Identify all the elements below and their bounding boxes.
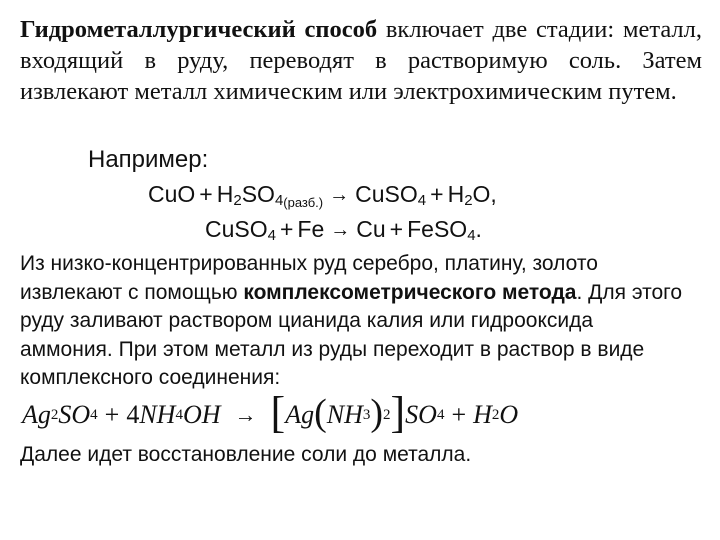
eq1-h: H <box>216 181 234 207</box>
f-plus: + <box>104 400 120 429</box>
f-coef: 4 <box>126 400 140 429</box>
eq1-h2-sub: 2 <box>464 192 473 209</box>
f-so: SO <box>58 400 91 429</box>
f-ag: Ag <box>22 400 51 429</box>
eq2-feso-sub: 4 <box>467 227 476 244</box>
term-complexometric: комплексометрического метода <box>243 280 577 304</box>
f-right-paren: ) <box>370 392 384 434</box>
eq2-cuso-sub: 4 <box>267 227 276 244</box>
eq2-fe: Fe <box>297 216 325 242</box>
eq2-period: . <box>475 216 482 242</box>
f-so2: SO <box>405 400 437 429</box>
f-arrow: → <box>234 402 257 427</box>
f-left-bracket: [ <box>270 388 286 437</box>
reduction-paragraph: Далее идет восстановление соли до металла. <box>20 443 472 466</box>
intro-text: включает две стадии: металл, входящий в руду, переводят в растворимую соль. Затем извлекают металл химическим или электрохимическим путем. <box>20 16 702 105</box>
f-ag2: Ag <box>285 400 315 429</box>
term-hydrometallurgical: Гидрометаллургический способ <box>20 16 378 43</box>
f-nh: NH <box>139 400 176 429</box>
f-oh: OH <box>182 400 221 429</box>
eq2-cuso: CuSO <box>205 216 268 242</box>
eq1-cuso: CuSO <box>355 181 418 207</box>
equation-2 <box>205 216 482 243</box>
eq1-cuo: CuO <box>148 181 196 207</box>
eq1-plus-2: + <box>430 181 444 207</box>
f-left-paren: ( <box>314 392 327 434</box>
f-h: H <box>473 400 492 429</box>
eq1-h-sub: 2 <box>233 192 242 209</box>
eq1-o: O, <box>472 181 497 207</box>
eq2-plus-2: + <box>389 216 404 242</box>
complexometric-text-2: . Для этого руду заливают раствором цианида калия или гидрооксида аммония. При этом металл из руды переходит в раствор в виде комплексного соединения: <box>20 280 683 389</box>
example-label: Например: <box>88 146 209 173</box>
complexometric-text-1: Из низко-концентрированных руд серебро, платину, золото извлекают с помощью <box>20 252 598 304</box>
eq2-arrow: → <box>330 219 351 241</box>
eq2-cu: Cu <box>356 216 386 242</box>
eq2-feso: FeSO <box>407 216 468 242</box>
intro-paragraph <box>20 14 702 107</box>
eq1-h2: H <box>447 181 465 207</box>
eq1-condition: (разб.) <box>283 195 324 210</box>
equation-1 <box>148 181 497 210</box>
f-nh3: NH <box>326 400 363 429</box>
eq1-so-sub: 4 <box>274 192 284 209</box>
f-plus-2: + <box>451 400 467 429</box>
eq1-arrow: → <box>329 184 350 206</box>
complex-formula: Ag 2 SO 4 + 4 NH 4 OH → [ Ag ( NH 3 ) 2 ] SO 4 + H 2 O <box>22 388 519 437</box>
f-o: O <box>499 400 519 429</box>
f-right-bracket: ] <box>390 388 406 437</box>
eq1-so: SO <box>241 181 275 207</box>
complexometric-paragraph <box>20 250 685 393</box>
eq1-cuso-sub: 4 <box>417 192 427 209</box>
eq1-plus-1: + <box>199 181 213 207</box>
eq2-plus-1: + <box>279 216 294 242</box>
